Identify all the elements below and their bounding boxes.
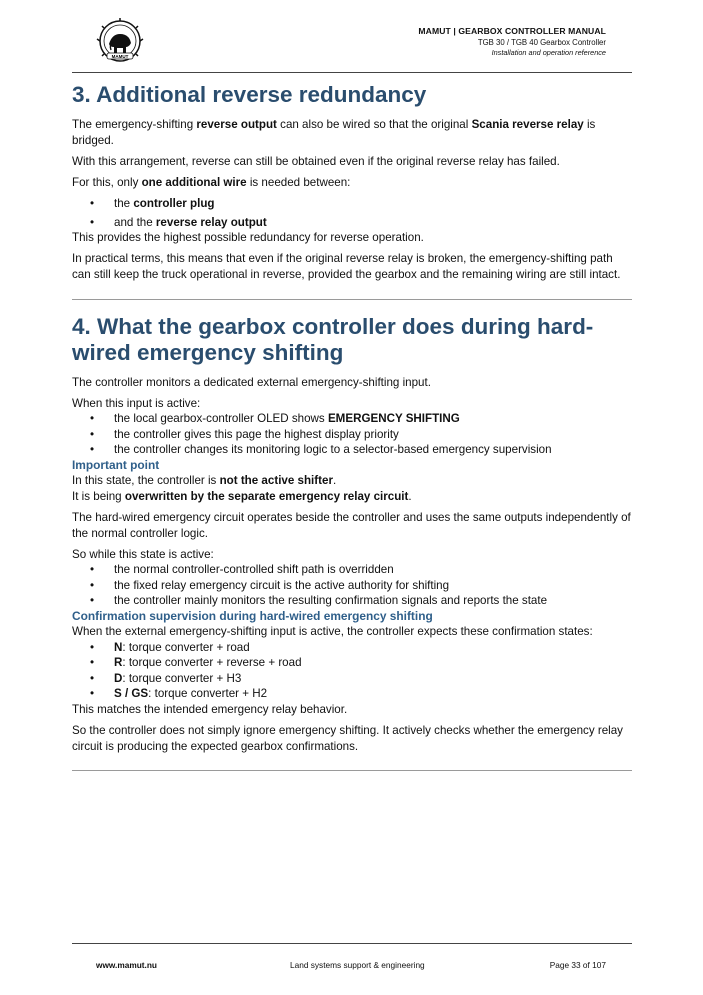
section-3-paragraph-2: With this arrangement, reverse can still be obtained even if the original reverse relay has failed. (72, 154, 560, 168)
section-3-paragraph-4: This provides the highest possible redundancy for reverse operation. (72, 231, 424, 245)
list-item: • the controller gives this page the highest display priority (72, 427, 632, 443)
list-item: • the local gearbox-controller OLED shows EMERGENCY SHIFTING (72, 411, 632, 427)
list-item: • and the reverse relay output (72, 215, 632, 231)
confirmation-list (72, 640, 632, 702)
manual-subtitle: TGB 30 / TGB 40 Gearbox Controller (477, 38, 606, 47)
section-4-paragraph-6: So while this state is active: (72, 547, 214, 561)
page-number: Page 33 of 107 (549, 960, 606, 970)
list-item: • the controller mainly monitors the resulting confirmation signals and reports the state (72, 593, 632, 609)
list-item: • the fixed relay emergency circuit is the active authority for shifting (72, 578, 632, 594)
list-item: • D: torque converter + H3 (72, 671, 632, 687)
wire-list (72, 196, 632, 231)
list-item: • S / GS: torque converter + H2 (72, 686, 632, 702)
list-item: • N: torque converter + road (72, 640, 632, 656)
mamut-logo (94, 18, 146, 64)
section-4-paragraph-4: It is being overwritten by the separate emergency relay circuit. (72, 489, 412, 503)
list-item: • the controller changes its monitoring logic to a selector-based emergency supervision (72, 442, 632, 458)
manual-subtitle-2: Installation and operation reference (491, 48, 606, 57)
section-4-paragraph-3: In this state, the controller is not the active shifter. (72, 474, 337, 488)
section-4-paragraph-1: The controller monitors a dedicated external emergency-shifting input. (72, 375, 431, 389)
page-content (72, 82, 632, 785)
section-4-paragraph-7: When the external emergency-shifting input is active, the controller expects these confirmation states: (72, 625, 593, 639)
svg-text:MAMUT: MAMUT (111, 54, 129, 59)
section-3-paragraph-3: For this, only one additional wire is needed between: (72, 175, 351, 189)
important-point-heading: Important point (72, 457, 160, 472)
section-4-paragraph-8: This matches the intended emergency relay behavior. (72, 702, 348, 716)
active-input-list (72, 411, 632, 458)
section-divider (72, 770, 632, 771)
list-item: • the normal controller-controlled shift path is overridden (72, 562, 632, 578)
section-4-heading: 4. What the gearbox controller does during hard-wired emergency shifting (72, 313, 594, 365)
footer-tagline: Land systems support & engineering (290, 960, 425, 970)
list-item: • the controller plug (72, 196, 632, 212)
section-3-heading: 3. Additional reverse redundancy (72, 82, 427, 107)
state-list (72, 562, 632, 609)
section-3-paragraph-1: The emergency-shifting reverse output can also be wired so that the original Scania reverse relay is bridged. (72, 118, 596, 147)
confirmation-supervision-heading: Confirmation supervision during hard-wired emergency shifting (72, 608, 433, 623)
page-header (72, 18, 632, 73)
page-footer (72, 943, 632, 983)
list-item: • R: torque converter + reverse + road (72, 655, 632, 671)
section-divider (72, 299, 632, 300)
section-4-paragraph-5: The hard-wired emergency circuit operates beside the controller and uses the same outputs independently of the normal controller logic. (72, 511, 631, 540)
section-3-paragraph-5: In practical terms, this means that even if the original reverse relay is broken, the emergency-shifting path can still keep the truck operational in reverse, provided the gearbox and the remaining wiring are still intact. (72, 252, 621, 282)
section-4-paragraph-2: When this input is active: (72, 396, 201, 410)
manual-title: MAMUT | GEARBOX CONTROLLER MANUAL (418, 26, 606, 36)
section-4-paragraph-9: So the controller does not simply ignore emergency shifting. It actively checks whether the emergency relay circuit is producing the expected gearbox confirmations. (72, 724, 623, 753)
footer-website-link[interactable]: www.mamut.nu (96, 960, 157, 970)
